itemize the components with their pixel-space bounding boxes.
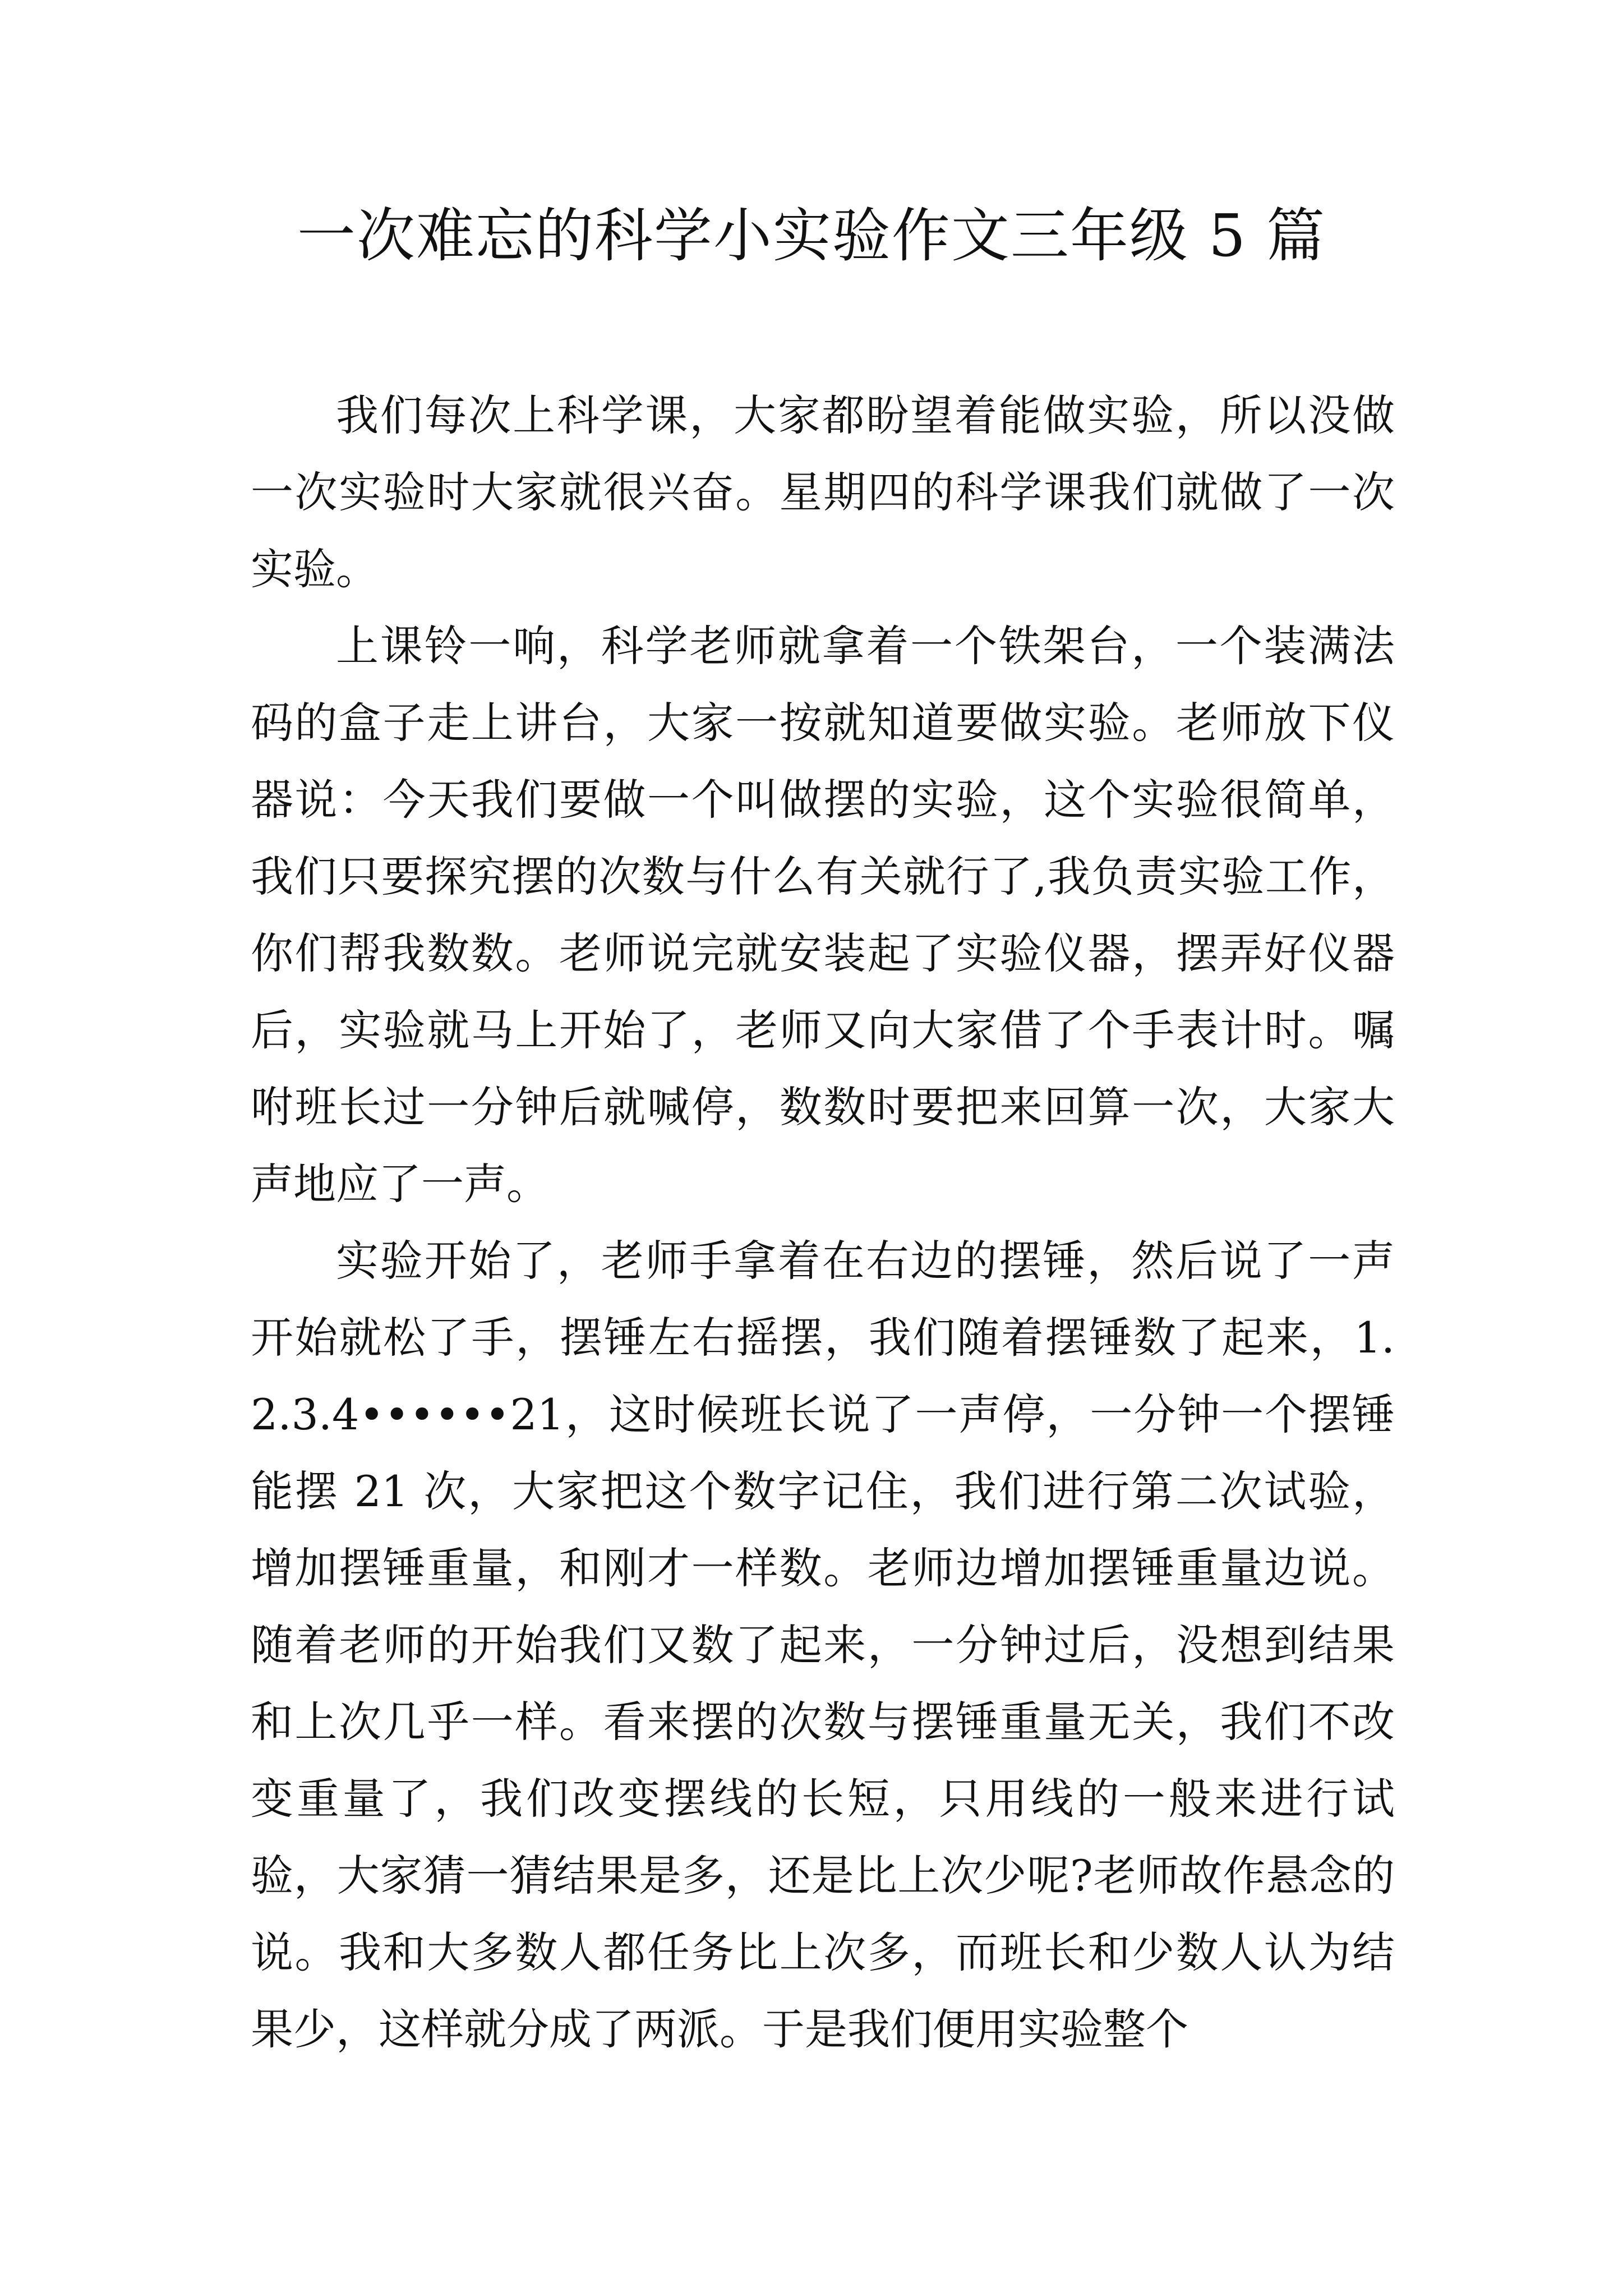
essay-body (251, 377, 1395, 2068)
paragraph-2: 上课铃一响，科学老师就拿着一个铁架台，一个装满法码的盒子走上讲台，大家一按就知道要做实验。老师放下仪器说：今天我们要做一个叫做摆的实验，这个实验很简单，我们只要探究摆的次数与什么有关就行了,我负责实验工作，你们帮我数数。老师说完就安装起了实验仪器，摆弄好仪器后，实验就马上开始了，老师又向大家借了个手表计时。嘱咐班长过一分钟后就喊停，数数时要把来回算一次，大家大声地应了一声。 (251, 621, 1395, 1209)
paragraph-1: 我们每次上科学课，大家都盼望着能做实验，所以没做一次实验时大家就很兴奋。星期四的科学课我们就做了一次实验。 (251, 390, 1395, 594)
paragraph-3: 实验开始了，老师手拿着在右边的摆锤，然后说了一声开始就松了手，摆锤左右摇摆，我们随着摆锤数了起来，1.2.3.4••••••21，这时候班长说了一声停，一分钟一个摆锤能摆 21 次，大家把这个数字记住，我们进行第二次试验，增加摆锤重量，和刚才一样数。老师边增加摆锤重量边说。随着老师的开始我们又数了起来，一分钟过后，没想到结果和上次几乎一样。看来摆的次数与摆锤重量无关，我们不改变重量了，我们改变摆线的长短，只用线的一般来进行试验，大家猜一猜结果是多，还是比上次少呢?老师故作悬念的说。我和大多数人都任务比上次多，而班长和少数人认为结果少，这样就分成了两派。于是我们便用实验整个 (251, 1236, 1395, 2054)
document-title: 一次难忘的科学小实验作文三年级 5 篇 (297, 201, 1326, 270)
